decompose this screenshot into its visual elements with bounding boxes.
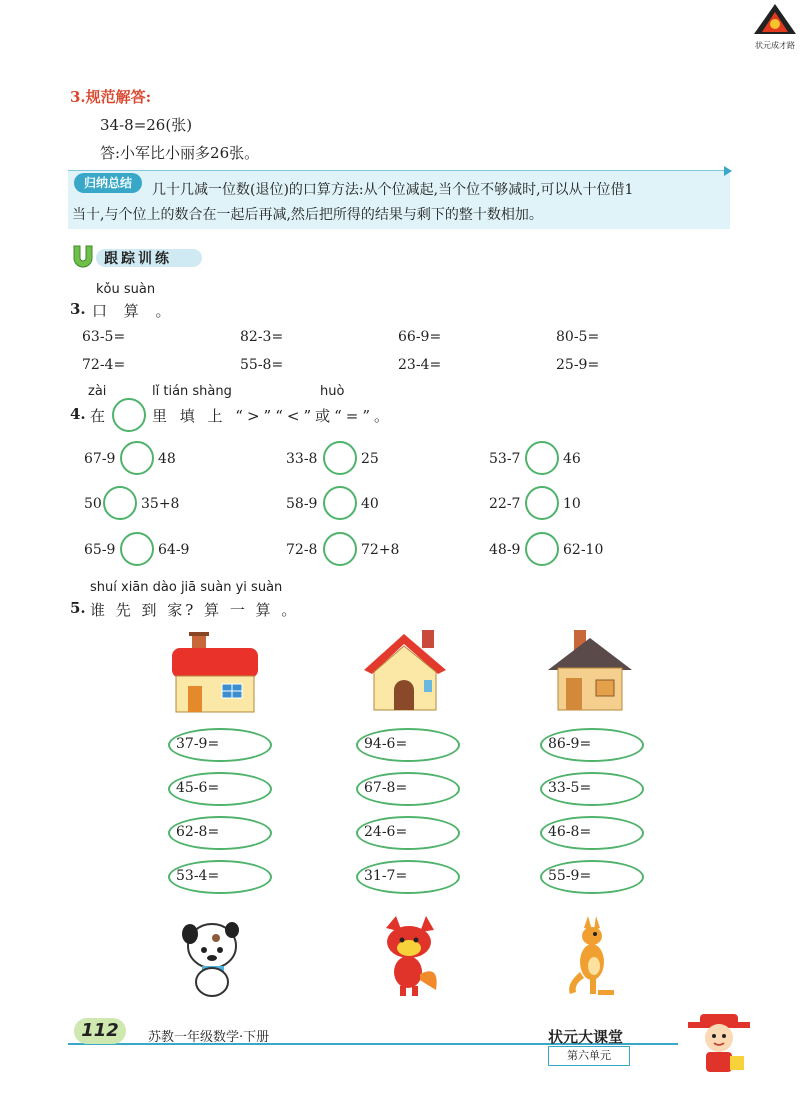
q4-left: 33-8 bbox=[286, 451, 318, 467]
red-house-icon bbox=[168, 632, 262, 714]
page-number: 112 bbox=[74, 1018, 126, 1044]
compare-circle[interactable] bbox=[525, 532, 559, 566]
q3-item: 25-9= bbox=[556, 357, 600, 373]
q3-item: 55-8= bbox=[240, 357, 284, 373]
brand-name: 状元大课堂 bbox=[548, 1028, 624, 1046]
brown-house-icon bbox=[544, 628, 636, 712]
oval-expression: 55-9= bbox=[548, 868, 592, 884]
oval-expression: 37-9= bbox=[176, 736, 220, 752]
q4-right: 10 bbox=[563, 496, 581, 512]
q4-left: 67-9 bbox=[84, 451, 116, 467]
compare-circle[interactable] bbox=[525, 441, 559, 475]
q3-item: 63-5= bbox=[82, 329, 126, 345]
mascot-icon bbox=[684, 1012, 754, 1076]
q4-right: 64-9 bbox=[158, 542, 190, 558]
q4-right: 35+8 bbox=[141, 496, 180, 512]
summary-text-line1: 几十几减一位数(退位)的口算方法:从个位减起,当个位不够减时,可以从十位借1 bbox=[152, 182, 634, 198]
q4-left: 48-9 bbox=[489, 542, 521, 558]
oval-expression: 53-4= bbox=[176, 868, 220, 884]
q3-number: 3. bbox=[70, 300, 86, 318]
q4-number: 4. bbox=[70, 405, 86, 423]
q4-left: 58-9 bbox=[286, 496, 318, 512]
oval-expression: 31-7= bbox=[364, 868, 408, 884]
oval-expression: 45-6= bbox=[176, 780, 220, 796]
dog-icon bbox=[176, 916, 246, 998]
magnet-icon bbox=[70, 242, 96, 270]
q4-right: 40 bbox=[361, 496, 379, 512]
q4-text-a: 在 bbox=[90, 407, 106, 425]
q4-right: 25 bbox=[361, 451, 379, 467]
kangaroo-icon bbox=[566, 914, 626, 998]
q3-text: 口 算 。 bbox=[92, 302, 177, 320]
q4-text-b: 里 填 上 “>”“<”或“=”。 bbox=[152, 407, 394, 425]
q3-item: 66-9= bbox=[398, 329, 442, 345]
oval-expression: 67-8= bbox=[364, 780, 408, 796]
q4-pinyin: lǐ tián shàng bbox=[152, 384, 232, 399]
q4-right: 72+8 bbox=[361, 542, 400, 558]
compare-circle[interactable] bbox=[120, 532, 154, 566]
q4-right: 48 bbox=[158, 451, 176, 467]
q4-left: 22-7 bbox=[489, 496, 521, 512]
q4-pinyin: huò bbox=[320, 384, 345, 399]
q4-pinyin: zài bbox=[88, 384, 107, 399]
q4-left: 72-8 bbox=[286, 542, 318, 558]
publisher-logo bbox=[750, 2, 800, 50]
oval-expression: 24-6= bbox=[364, 824, 408, 840]
compare-circle[interactable] bbox=[120, 441, 154, 475]
compare-circle[interactable] bbox=[323, 486, 357, 520]
q4-left: 53-7 bbox=[489, 451, 521, 467]
q3-item: 80-5= bbox=[556, 329, 600, 345]
oval-expression: 86-9= bbox=[548, 736, 592, 752]
unit-label: 第六单元 bbox=[548, 1046, 630, 1066]
q4-right: 46 bbox=[563, 451, 581, 467]
answer-equation: 34-8=26(张) bbox=[100, 116, 193, 134]
oval-expression: 46-8= bbox=[548, 824, 592, 840]
q4-left: 50 bbox=[84, 496, 102, 512]
q4-left: 65-9 bbox=[84, 542, 116, 558]
oval-expression: 94-6= bbox=[364, 736, 408, 752]
answer-sentence: 答:小军比小丽多26张。 bbox=[100, 144, 260, 162]
fox-icon bbox=[374, 914, 444, 1000]
q5-text: 谁 先 到 家? 算 一 算 。 bbox=[90, 601, 300, 619]
q5-pinyin: shuí xiān dào jiā suàn yi suàn bbox=[90, 580, 283, 595]
q4-right: 62-10 bbox=[563, 542, 604, 558]
training-title: 跟踪训练 bbox=[104, 251, 172, 267]
cottage-icon bbox=[360, 628, 450, 712]
compare-circle[interactable] bbox=[525, 486, 559, 520]
answer-circle[interactable] bbox=[112, 398, 146, 432]
q3-item: 72-4= bbox=[82, 357, 126, 373]
summary-badge: 归纳总结 bbox=[74, 173, 142, 193]
logo-caption: 状元成才路 bbox=[755, 41, 795, 50]
answer-section-title: 3.规范解答: bbox=[70, 88, 152, 106]
q5-number: 5. bbox=[70, 599, 86, 617]
compare-circle[interactable] bbox=[323, 532, 357, 566]
q3-item: 82-3= bbox=[240, 329, 284, 345]
compare-circle[interactable] bbox=[103, 486, 137, 520]
summary-text-line2: 当十,与个位上的数合在一起后再减,然后把所得的结果与剩下的整十数相加。 bbox=[72, 207, 543, 223]
oval-expression: 62-8= bbox=[176, 824, 220, 840]
book-title: 苏教一年级数学·下册 bbox=[148, 1030, 270, 1045]
q3-pinyin: kǒu suàn bbox=[96, 282, 156, 297]
oval-expression: 33-5= bbox=[548, 780, 592, 796]
compare-circle[interactable] bbox=[323, 441, 357, 475]
q3-item: 23-4= bbox=[398, 357, 442, 373]
